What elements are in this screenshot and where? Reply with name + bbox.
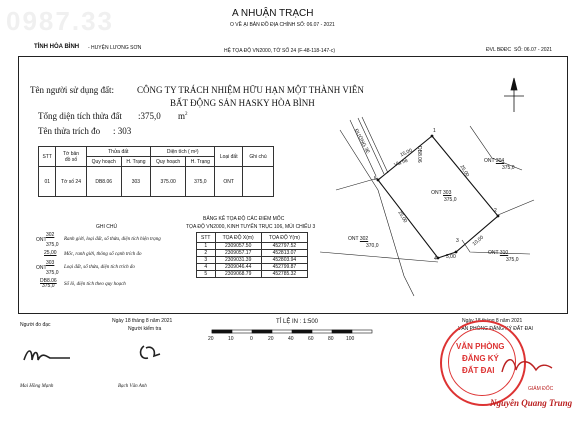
checker-signature — [136, 342, 166, 364]
col-x: TỌA ĐỘ X(m) — [215, 233, 261, 243]
street-label: ĐƯỜNG 3E — [352, 128, 371, 155]
col-quy-hoach-1: Quy hoạch — [86, 157, 121, 167]
watermark: 0987.33 — [6, 6, 114, 36]
edge-15: 15,00 — [399, 147, 414, 159]
point-4: 4 — [434, 256, 437, 262]
street-lines — [350, 117, 388, 176]
user-label: Tên người sử dụng đất: — [30, 85, 115, 95]
header-title: A NHUẬN TRẠCH — [232, 8, 314, 19]
district: - HUYỆN LƯƠNG SƠN — [88, 45, 142, 51]
director-name: Nguyễn Quang Trung — [490, 398, 573, 408]
unit-number: SỐ: 06.07 - 2021 — [514, 47, 553, 53]
legend-title: GHI CHÚ — [96, 224, 118, 230]
coord-table-subtitle: TỌA ĐỘ VN2000, KINH TUYẾN TRỤC 106, MÚI CHIẾU 3 — [186, 224, 316, 230]
parcel-label: Tên thửa trích đo — [38, 126, 101, 136]
neighbor-310-label: ONT 310 375,0 — [488, 250, 519, 263]
measurer-signature — [20, 342, 80, 366]
scale-tick-1: 10 — [228, 336, 234, 342]
sidewalk-label: Vỉa hè — [393, 157, 409, 169]
col-hien-trang-1: H. Trạng — [121, 157, 150, 167]
director-signature — [496, 352, 556, 378]
header-subtitle-1: O VỀ ẠI BẢN ĐỒ ĐỊA CHÍNH SỐ: 06.07 - 2021 — [230, 22, 335, 28]
table-row: 01 Tờ số 24 DB8.06 303 375.00 375,0 ONT — [39, 167, 274, 197]
table-row: 3 2309031.39 452803.94 — [197, 257, 308, 264]
header-subtitle-2: HỆ TỌA ĐỘ VN2000, TỜ SỐ 24 (F-48-118-147-c) — [224, 48, 335, 54]
edge-10: 10,00 — [471, 234, 485, 248]
checker-date: Ngày 18 tháng 8 năm 2021 — [112, 318, 173, 324]
lot-label: DB8.06 — [416, 146, 422, 163]
area-unit: $m^2$ — [178, 111, 188, 121]
director-label: GIÁM ĐỐC — [528, 386, 554, 392]
scale-tick-6: 80 — [328, 336, 334, 342]
edge-5: 5,00 — [446, 254, 456, 260]
scale-tick-5: 60 — [308, 336, 314, 342]
col-hien-trang-2: H. Trạng — [186, 157, 215, 167]
table-row: 2 2309057.17 452813.07 — [197, 250, 308, 257]
col-quy-hoach-2: Quy hoạch — [151, 157, 186, 167]
table-row: 4 2309046.44 452799.87 — [197, 264, 308, 271]
neighbor-304-label: ONT 304 375,0 — [484, 158, 515, 171]
scale-tick-7: 100 — [346, 336, 355, 342]
unit-label: ĐVL BĐĐC — [486, 47, 512, 53]
user-name-line2: BẤT ĐỘNG SẢN HASKY HÒA BÌNH — [170, 98, 315, 108]
north-arrow — [504, 78, 524, 112]
scale-tick-0: 20 — [208, 336, 214, 342]
right-date: Ngày 18 tháng 8 năm 2021 — [462, 318, 523, 324]
area-value: :375,0 — [138, 111, 161, 121]
measurer-label: Người đo đạc — [20, 322, 51, 328]
right-label: VĂN PHÒNG ĐĂNG KÝ ĐẤT ĐAI — [458, 326, 533, 332]
col-y: TỌA ĐỘ Y(m) — [261, 233, 307, 243]
col-stt: STT — [39, 147, 56, 167]
neighbor-302-label: ONT 302 370,0 — [348, 236, 379, 249]
col-ghi-chu: Ghi chú — [243, 147, 274, 167]
col-thua-dat: Thửa đất — [86, 147, 150, 157]
stamp-text-1: VĂN PHÒNG — [456, 342, 505, 351]
col-dien-tich: Diện tích ( m²) — [151, 147, 215, 157]
neighbor-boundaries — [320, 126, 534, 296]
scale-tick-3: 20 — [268, 336, 274, 342]
scale-tick-4: 40 — [288, 336, 294, 342]
province: TỈNH HÒA BÌNH — [34, 44, 80, 50]
point-1: 1 — [433, 128, 436, 134]
col-stt: STT — [197, 233, 216, 243]
parcel-value: : 303 — [113, 126, 132, 136]
scale-label: TỈ LỆ IN : 1:500 — [276, 319, 319, 325]
stamp-text-3: ĐẤT ĐAI — [462, 366, 495, 375]
scale-tick-2: 0 — [250, 336, 253, 342]
coord-table-title: BẢNG KÊ TỌA ĐỘ CÁC ĐIỂM MỐC — [203, 216, 285, 222]
col-loai-dat: Loại đất — [215, 147, 243, 167]
measurer-name: Mai Hồng Mạnh — [20, 384, 54, 389]
scale-bar — [212, 330, 372, 333]
point-3: 3 — [456, 238, 459, 244]
checker-label: Người kiểm tra — [128, 326, 162, 332]
table-row: 5 2309068.79 452785.32 — [197, 271, 308, 278]
user-name-line1: CÔNG TY TRÁCH NHIỆM HỮU HẠN MỘT THÀNH VIÊN — [137, 85, 364, 95]
document-page: 0987.33 A NHUẬN TRẠCH O VỀ ẠI BẢN ĐỒ ĐỊA CHÍNH SỐ: 06.07 - 2021 HỆ TỌA ĐỘ VN2000, TỜ SỐ 24 (F-48-118-147-c) TỈNH HÒA BÌNH - HUYỆN LƯƠNG SƠN ĐVL BĐĐC SỐ: 06.07 - 2021 Tên người sử dụng đất: CÔNG TY TRÁCH NHIỆM HỮU HẠN MỘT THÀNH VIÊN BẤT ĐỘNG SẢN HASKY HÒA BÌNH Tổng diện tích thửa đất :375,0 $m^2$ Tên thửa trích đo : 303 STT Tờ bản đồ số Thửa đất Diện tích ( m²) Loại đất Ghi chú Quy hoạch H. Trạng Quy hoạch H. Trạng 01 Tờ số 24 DB8.06 303 375.00 375,0 ONT GHI CHÚ 302 ONT 375,0 Ranh giới, loại đất, số thửa, diện tích hiện trạng 25,00 Mốc, ranh giới, thông số cạnh trích đo 303 ONT 375,0 Loại đất, số thửa, diện tích trích đo DB8.06 375,0 Số lô, diện tích theo quy hoạch BẢNG KÊ TỌA ĐỘ CÁC ĐIỂM MỐC TỌA ĐỘ VN2000, KINH TUYẾN TRỤC 106, MÚI CHIẾU 3 STT TỌA ĐỘ X(m) TỌA ĐỘ Y(m) 1 2309057.50 452797.52 2 2309057.17 452813.07 3 2309031.39 452803.94 4 2309046.44 452799.87 5 2309068.79 452785.32 ĐƯỜNG 3E Vỉa hè DB8.06 15,00 25,00 25,00 10,00 5,00 1 2 3 4 5 ONT 303 375,0 ONT 304 375,0 ONT 302 370,0 ONT 310 375,0 TỈ LỆ IN : 1:500 20 10 0 20 40 60 80 100 Người đo đạc Ngày 18 tháng 8 năm 2021 Người kiểm tra Ngày 18 tháng 8 năm 2021 VĂN PHÒNG ĐĂNG KÝ ĐẤT ĐAI Mai Hồng Mạnh Bạch Văn Anh VĂN PHÒNG ĐĂNG KÝ ĐẤT ĐAI GIÁM ĐỐC Nguyễn Quang Trung — [0, 0, 584, 438]
point-5: 5 — [374, 176, 377, 182]
parcel-303-label: ONT 303 375,0 — [431, 190, 457, 203]
checker-name: Bạch Văn Anh — [118, 384, 147, 389]
table-row: 1 2309057.50 452797.52 — [197, 243, 308, 250]
point-2: 2 — [494, 208, 497, 214]
edge-25a: 25,00 — [458, 164, 470, 178]
area-label: Tổng diện tích thửa đất — [38, 111, 122, 121]
col-to-ban-do: Tờ bản đồ số — [56, 147, 86, 167]
stamp-text-2: ĐĂNG KÝ — [462, 354, 499, 363]
edge-25b: 25,00 — [396, 210, 408, 224]
